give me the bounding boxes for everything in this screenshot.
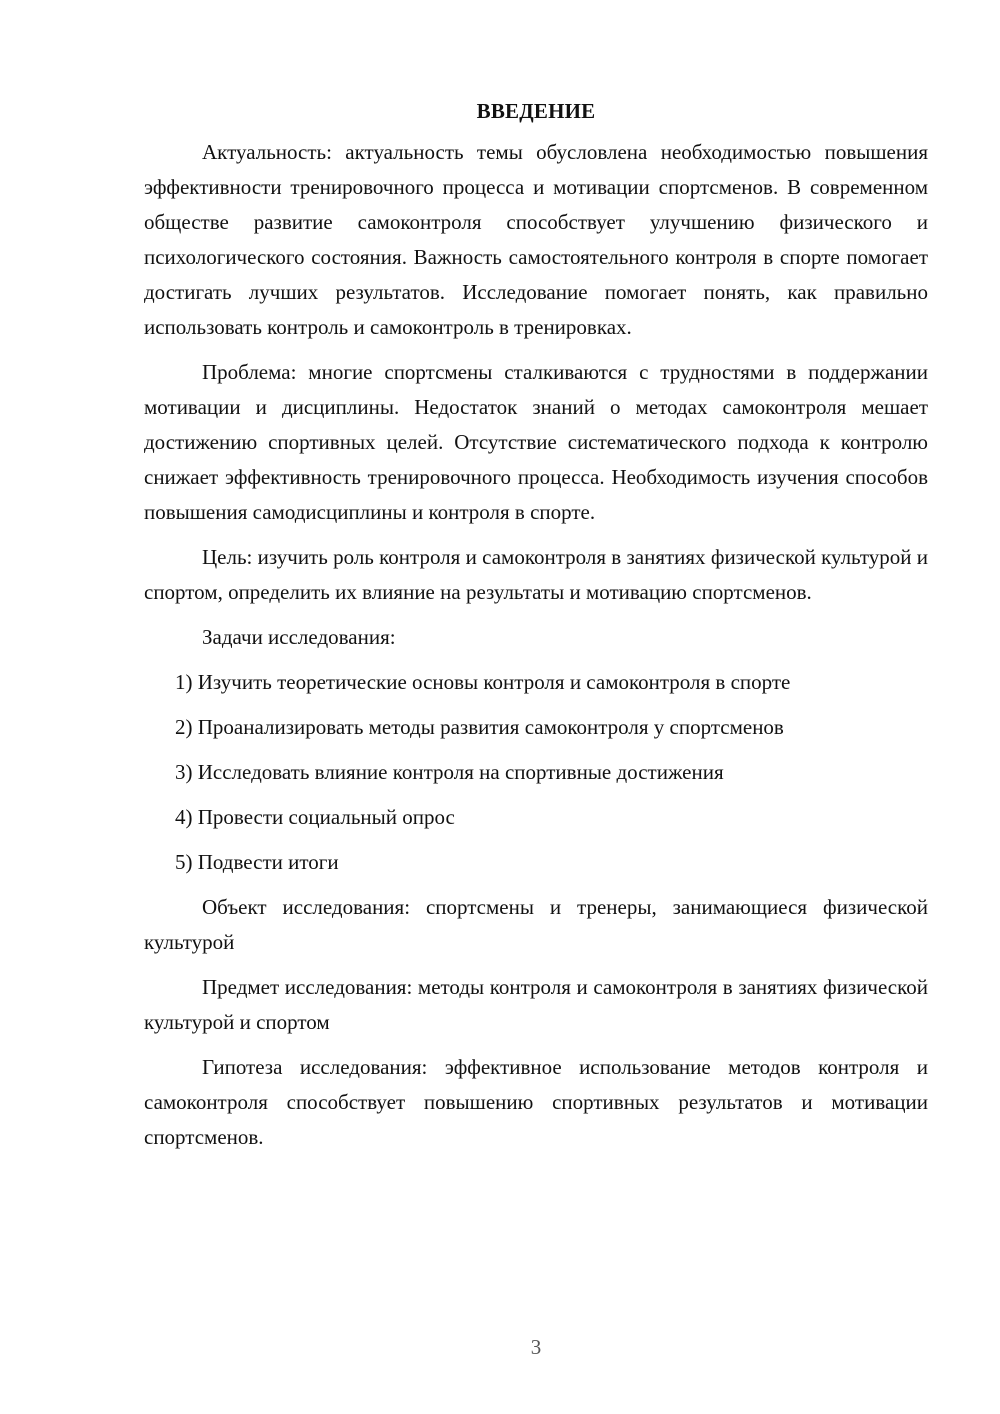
- task-item: 5) Подвести итоги: [175, 850, 339, 874]
- page-content: [144, 94, 928, 1165]
- task-item: 1) Изучить теоретические основы контроля и самоконтроля в спорте: [175, 670, 791, 694]
- paragraph-hypothesis: Гипотеза исследования: эффективное использование методов контроля и самоконтроля способствует повышению спортивных результатов и мотивации спортсменов.: [144, 1055, 928, 1149]
- paragraph-object: Объект исследования: спортсмены и тренеры, занимающиеся физической культурой: [144, 895, 928, 954]
- paragraph-goal: Цель: изучить роль контроля и самоконтроля в занятиях физической культурой и спортом, определить их влияние на результаты и мотивацию спортсменов.: [144, 545, 928, 604]
- page-title: ВВЕДЕНИЕ: [476, 99, 596, 123]
- task-item: 4) Провести социальный опрос: [175, 805, 455, 829]
- paragraph-relevance: Актуальность: актуальность темы обусловлена необходимостью повышения эффективности тренировочного процесса и мотивации спортсменов. В современном обществе развитие самоконтроля способствует улучшению физического и психологического состояния. Важность самостоятельного контроля в спорте помогает достигать лучших результатов. Исследование помогает понять, как правильно использовать контроль и самоконтроль в тренировках.: [144, 140, 928, 339]
- paragraph-subject: Предмет исследования: методы контроля и самоконтроля в занятиях физической культурой и спортом: [144, 975, 928, 1034]
- task-item: 3) Исследовать влияние контроля на спортивные достижения: [175, 760, 724, 784]
- page-number: 3: [530, 1335, 542, 1359]
- paragraph-problem: Проблема: многие спортсмены сталкиваются с трудностями в поддержании мотивации и дисциплины. Недостаток знаний о методах самоконтроля мешает достижению спортивных целей. Отсутствие систематического подхода к контролю снижает эффективность тренировочного процесса. Необходимость изучения способов повышения самодисциплины и контроля в спорте.: [144, 360, 928, 524]
- task-item: 2) Проанализировать методы развития самоконтроля у спортсменов: [175, 715, 784, 739]
- tasks-heading: Задачи исследования:: [202, 625, 396, 649]
- tasks-list: [144, 665, 928, 880]
